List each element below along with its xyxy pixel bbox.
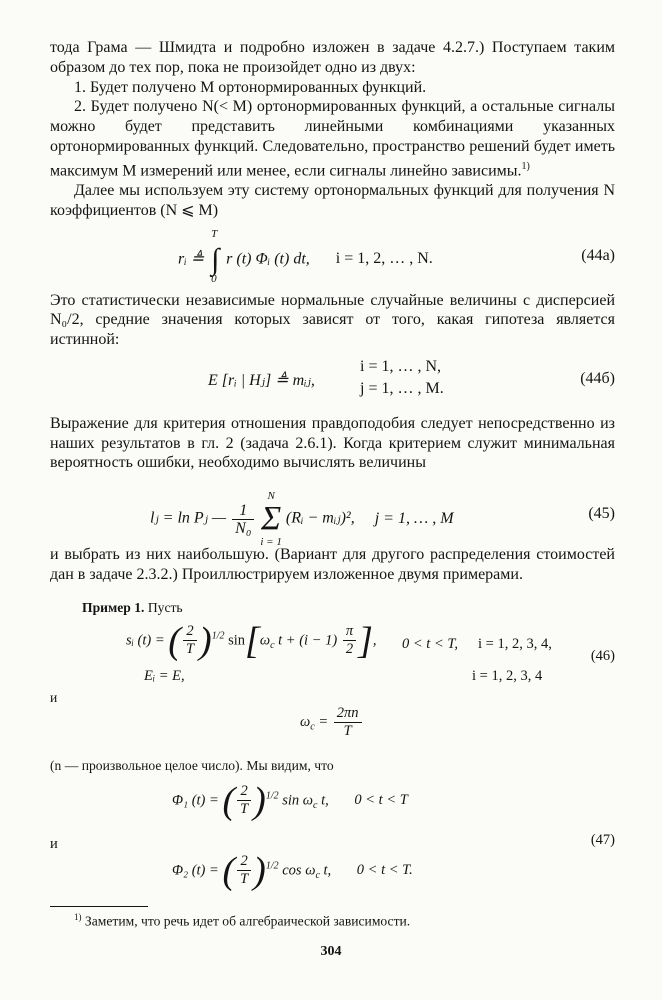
eq47b-func: cos ω — [282, 862, 316, 879]
equation-omega — [50, 705, 615, 749]
eq46-fraction — [183, 623, 197, 658]
page-content — [50, 38, 615, 901]
paragraph-1: тода Грама — Шмидта и подробно изложен в задаче 4.2.7.) Поступаем таким образом до тех пор, пока не произойдет одно из двух: — [50, 39, 615, 76]
eq47b-tail: t, — [323, 862, 332, 879]
eq45-fraction — [232, 502, 254, 537]
paragraph-5: Выражение для критерия отношения правдоподобия следует непосредственно из наших результатов в гл. 2 (задача 2.6.1). Когда критерием служит минимальная вероятность ошибки, необходимо вычислять величины — [50, 414, 615, 472]
eq44a-number: (44а) — [581, 246, 615, 264]
eq47a-tail: t, — [321, 792, 329, 809]
omega-num: 2πn — [334, 705, 362, 723]
list-item-1: 1. Будет получено M ортонормированных функций. — [74, 78, 427, 96]
omega-den: T — [343, 722, 352, 739]
paragraph-4: Это статистически независимые нормальные случайные величины с дисперсией N₀/2, средние значения которых зависят от того, какая гипотеза является истинной: — [50, 291, 615, 349]
footnote-text: Заметим, что речь идет об алгебраической зависимости. — [84, 913, 411, 929]
eq47b-exp: 1/2 — [265, 860, 279, 872]
eq45-term: (Rᵢ − mᵢⱼ)², — [285, 509, 355, 527]
eq46-cond: 0 < t < T, — [402, 635, 458, 652]
conjunction-1: и — [50, 689, 58, 705]
eq47b-fraction — [237, 853, 251, 888]
integral-sign: T ∫ 0 — [211, 227, 220, 285]
eq47a-cond: 0 < t < T — [354, 792, 408, 809]
eq46-sin: sin — [228, 632, 246, 649]
eq46-number: (46) — [590, 647, 615, 664]
sum-sign: N Σ i = 1 — [260, 490, 282, 549]
eq46-arg1: ω — [259, 632, 271, 649]
eq47b-f-num: 2 — [237, 853, 251, 871]
eq44a-integrand: r (t) Φᵢ (t) dt, — [226, 250, 310, 268]
eq45-range: j = 1, … , M — [374, 509, 454, 527]
paragraph-7: (n — произвольное целое число). Мы видим, что — [50, 757, 334, 773]
paragraph-3: Далее мы используем эту систему ортонормальных функций для получения N коэффициентов (N ⩽ M) — [50, 181, 615, 219]
eq47b-lhs: Φ₂ (t) = — [172, 862, 219, 879]
eq47b-cond: 0 < t < T. — [356, 862, 413, 879]
equation-46: sᵢ (t) = ( $\frac{2}{T}$ )$^{1/2}$ $\sin[\omega_c$ t + (i − 1) $\frac{\pi}{2}$ ], 0 < t < T, i = 1, 2, 3, 4, (46) Eᵢ = E, i = 1, 2, 3, 4 — [126, 619, 615, 684]
eq44b-number: (44б) — [580, 369, 615, 387]
footnote-ref: 1) — [521, 160, 530, 172]
eq47a-func: sin ω — [282, 792, 314, 809]
example-heading — [82, 599, 615, 617]
list-item-2-text: 2. Будет получено N(< M) ортонормированных функций, а остальные сигналы можно будет представить линейными комбинациями указанных ортонормированных функций. Следовательно, пространство решений будет иметь максимум M измерений или менее, если сигналы линейно зависимы. — [50, 98, 615, 180]
eq46-exp: 1/2 — [211, 630, 225, 642]
eq47a-f-num: 2 — [237, 783, 251, 801]
eq47b-f-den: T — [240, 871, 249, 888]
omega-eq: = — [318, 713, 329, 730]
footnote-divider — [50, 906, 148, 907]
eq46-f-num: 2 — [183, 623, 197, 641]
omega-lhs: ω — [300, 713, 311, 730]
eq45-lhs: lⱼ = ln Pⱼ — — [150, 509, 227, 527]
eq44b-expr: E [rᵢ | Hⱼ] ≜ mᵢⱼ, — [208, 371, 315, 389]
eq45-number: (45) — [588, 505, 615, 523]
eq46-pi-fraction — [343, 623, 356, 658]
omega-sub: c — [310, 721, 315, 733]
eq45-sum-lower: i = 1 — [260, 536, 282, 549]
eq47b: Φ₂ (t) = ( $\frac{2}{T}$ )$^{1/2}$ $\cos \omega_c$ t, 0 < t < T. — [172, 849, 413, 892]
equation-44b — [50, 354, 615, 404]
footnote — [74, 912, 410, 930]
eq46-arg-sub: c — [270, 640, 275, 652]
example-label: Пример 1. — [82, 599, 145, 615]
equation-47 — [50, 779, 615, 901]
eq47a: Φ₁ (t) = ( $\frac{2}{T}$ )$^{1/2}$ $\sin \omega_c$ t, 0 < t < T — [172, 779, 408, 822]
eq46-f-den: T — [185, 641, 195, 658]
eq44a-lower: 0 — [211, 272, 217, 285]
eq46-arg2: t + (i − 1) — [278, 632, 338, 649]
eq47a-fraction — [237, 783, 251, 818]
list-item-2 — [50, 97, 615, 181]
omega-fraction — [334, 705, 362, 740]
eq45-sum-upper: N — [267, 490, 275, 503]
eq46-pi-den: 2 — [345, 641, 354, 658]
eq46-line2: Eᵢ = E, — [144, 667, 185, 684]
eq47a-sub: c — [313, 800, 318, 812]
eq47a-exp: 1/2 — [265, 790, 279, 802]
page-number: 304 — [320, 944, 342, 959]
eq47-number: (47) — [590, 831, 615, 848]
eq46-lhs: sᵢ (t) = — [126, 632, 165, 649]
eq47b-sub: c — [315, 870, 320, 882]
equation-44a — [50, 225, 615, 283]
eq46-range1: i = 1, 2, 3, 4, — [478, 635, 552, 652]
eq47a-lhs: Φ₁ (t) = — [172, 792, 219, 809]
eq46-pi-num: π — [343, 623, 356, 641]
eq44a-upper: T — [211, 227, 218, 240]
eq45-frac-den: N₀ — [235, 519, 252, 537]
equation-45 — [50, 477, 615, 549]
example-text: Пусть — [147, 599, 183, 615]
footnote-mark: 1) — [74, 912, 82, 922]
eq44b-range1: i = 1, … , N, — [360, 357, 442, 375]
paragraph-6: и выбрать из них наибольшую. (Вариант для другого распределения стоимостей дан в задаче 2.3.2.) Проиллюстрируем изложенное двумя примерами. — [50, 546, 615, 584]
eq44a-range: i = 1, 2, … , N. — [335, 250, 433, 268]
eq46-range2: i = 1, 2, 3, 4 — [472, 667, 543, 684]
eq47a-f-den: T — [240, 801, 249, 818]
conjunction-2: и — [50, 835, 58, 852]
eq44b-range2: j = 1, … , M. — [360, 379, 444, 397]
eq45-frac-num: 1 — [232, 502, 254, 520]
eq44a-lhs: rᵢ ≜ — [178, 250, 205, 268]
